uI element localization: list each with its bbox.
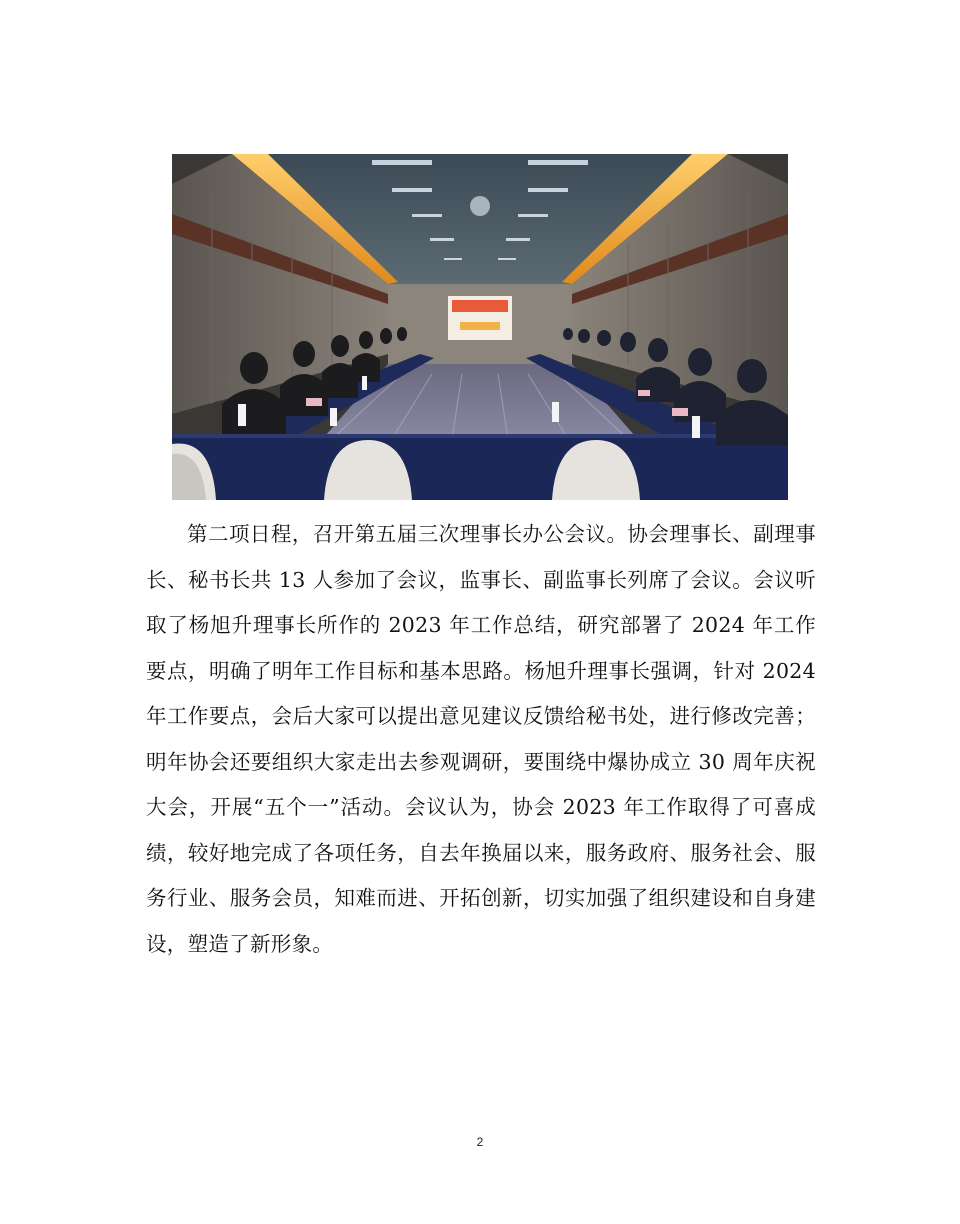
meeting-room-photo [172,154,788,500]
page-number: 2 [476,1135,484,1149]
body-paragraph: 第二项日程，召开第五届三次理事长办公会议。协会理事长、副理事长、秘书长共 13 人参加了会议，监事长、副监事长列席了会议。会议听取了杨旭升理事长所作的 2023 年工作总结，研究部署了 2024 年工作要点，明确了明年工作目标和基本思路。杨旭升理事长强调，针对 2024 年工作要点，会后大家可以提出意见建议反馈给秘书处，进行修改完善；明年协会还要组织大家走出去参观调研，要围绕中爆协成立 30 周年庆祝大会，开展“五个一”活动。会议认为，协会 2023 年工作取得了可喜成绩，较好地完成了各项任务，自去年换届以来，服务政府、服务社会、服务行业、服务会员，知难而进、开拓创新，切实加强了组织建设和自身建设，塑造了新形象。 [146,522,816,956]
